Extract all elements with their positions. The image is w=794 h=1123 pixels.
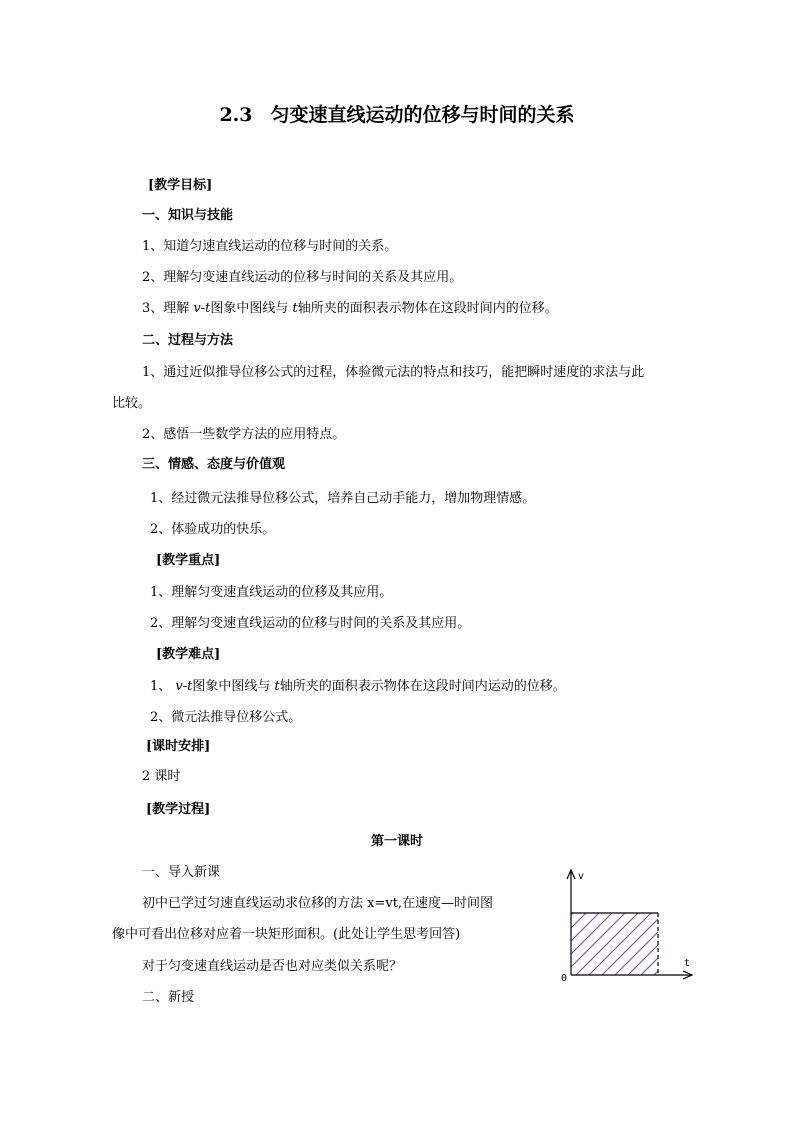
key-point-item: 2、理解匀变速直线运动的位移与时间的关系及其应用。 xyxy=(150,616,471,631)
difficult-point-item xyxy=(150,678,566,696)
goal-item-continued: 比较。 xyxy=(112,396,152,411)
difficult-points-heading: [教学难点] xyxy=(156,647,221,662)
vt-symbol: v-t xyxy=(193,301,211,316)
hatch-line xyxy=(628,913,690,975)
text-segment: 轴所夹的面积表示物体在这段时间内运动的位移。 xyxy=(279,679,566,694)
displacement-area-hatch xyxy=(552,913,702,975)
key-points-heading: [教学重点] xyxy=(156,553,221,568)
hatch-line xyxy=(552,913,599,975)
key-point-item: 1、理解匀变速直线运动的位移及其应用。 xyxy=(150,585,393,600)
text-segment: 图象中图线与 xyxy=(210,301,293,316)
intro-paragraph: 初中已学过匀速直线运动求位移的方法 x=vt,在速度—时间图 xyxy=(142,896,494,911)
difficult-point-item: 2、微元法推导位移公式。 xyxy=(150,710,302,725)
hatch-line xyxy=(641,913,702,975)
goal-item: 1、知道匀速直线运动的位移与时间的关系。 xyxy=(142,239,398,254)
process-method-heading: 二、过程与方法 xyxy=(142,333,234,348)
attitude-heading: 三、情感、态度与价值观 xyxy=(142,457,286,472)
goal-item xyxy=(142,300,558,318)
hatch-line xyxy=(615,913,677,975)
velocity-time-graph xyxy=(552,866,702,991)
goal-item: 2、体验成功的快乐。 xyxy=(150,522,276,537)
t-symbol: t xyxy=(274,679,280,694)
t-symbol: t xyxy=(292,301,298,316)
hatch-line xyxy=(563,913,625,975)
goal-item: 1、经过微元法推导位移公式，培养自己动手能力，增加物理情感。 xyxy=(150,491,536,506)
goal-item: 2、理解匀变速直线运动的位移与时间的关系及其应用。 xyxy=(142,270,463,285)
goal-item: 1、通过近似推导位移公式的过程，体验微元法的特点和技巧，能把瞬时速度的求法与此 xyxy=(142,365,645,380)
hatch-line xyxy=(602,913,664,975)
intro-paragraph-continued: 像中可看出位移对应着一块矩形面积。(此处让学生思考回答) xyxy=(112,927,461,942)
knowledge-heading: 一、知识与技能 xyxy=(142,208,234,223)
hatch-line xyxy=(552,913,573,975)
vt-symbol: v-t xyxy=(175,679,193,694)
section-number: 2.3 xyxy=(219,104,253,126)
title-text: 匀变速直线运动的位移与时间的关系 xyxy=(270,104,575,126)
schedule-heading: [课时安排] xyxy=(146,739,211,754)
text-segment: 1、 xyxy=(150,679,176,694)
hatch-line xyxy=(552,913,612,975)
text-segment: 轴所夹的面积表示物体在这段时间内的位移。 xyxy=(297,301,558,316)
t-axis-label: t xyxy=(684,958,691,969)
hatch-line xyxy=(654,913,702,975)
lesson-title: 第一课时 xyxy=(370,834,423,849)
process-heading: [教学过程] xyxy=(146,802,211,817)
schedule-value: 2 课时 xyxy=(142,769,181,784)
origin-label: 0 xyxy=(561,973,568,984)
goals-heading: [教学目标] xyxy=(148,178,213,193)
intro-question: 对于匀变速直线运动是否也对应类似关系呢？ xyxy=(142,959,403,974)
text-segment: 3、理解 xyxy=(142,301,194,316)
text-segment: 图象中图线与 xyxy=(192,679,275,694)
v-axis-label: v xyxy=(578,871,585,882)
hatch-line xyxy=(589,913,651,975)
intro-heading: 一、导入新课 xyxy=(142,865,221,880)
hatch-line xyxy=(576,913,638,975)
new-lesson-heading: 二、新授 xyxy=(142,990,195,1005)
goal-item: 2、感悟一些数学方法的应用特点。 xyxy=(142,427,346,442)
page-title xyxy=(0,106,794,124)
